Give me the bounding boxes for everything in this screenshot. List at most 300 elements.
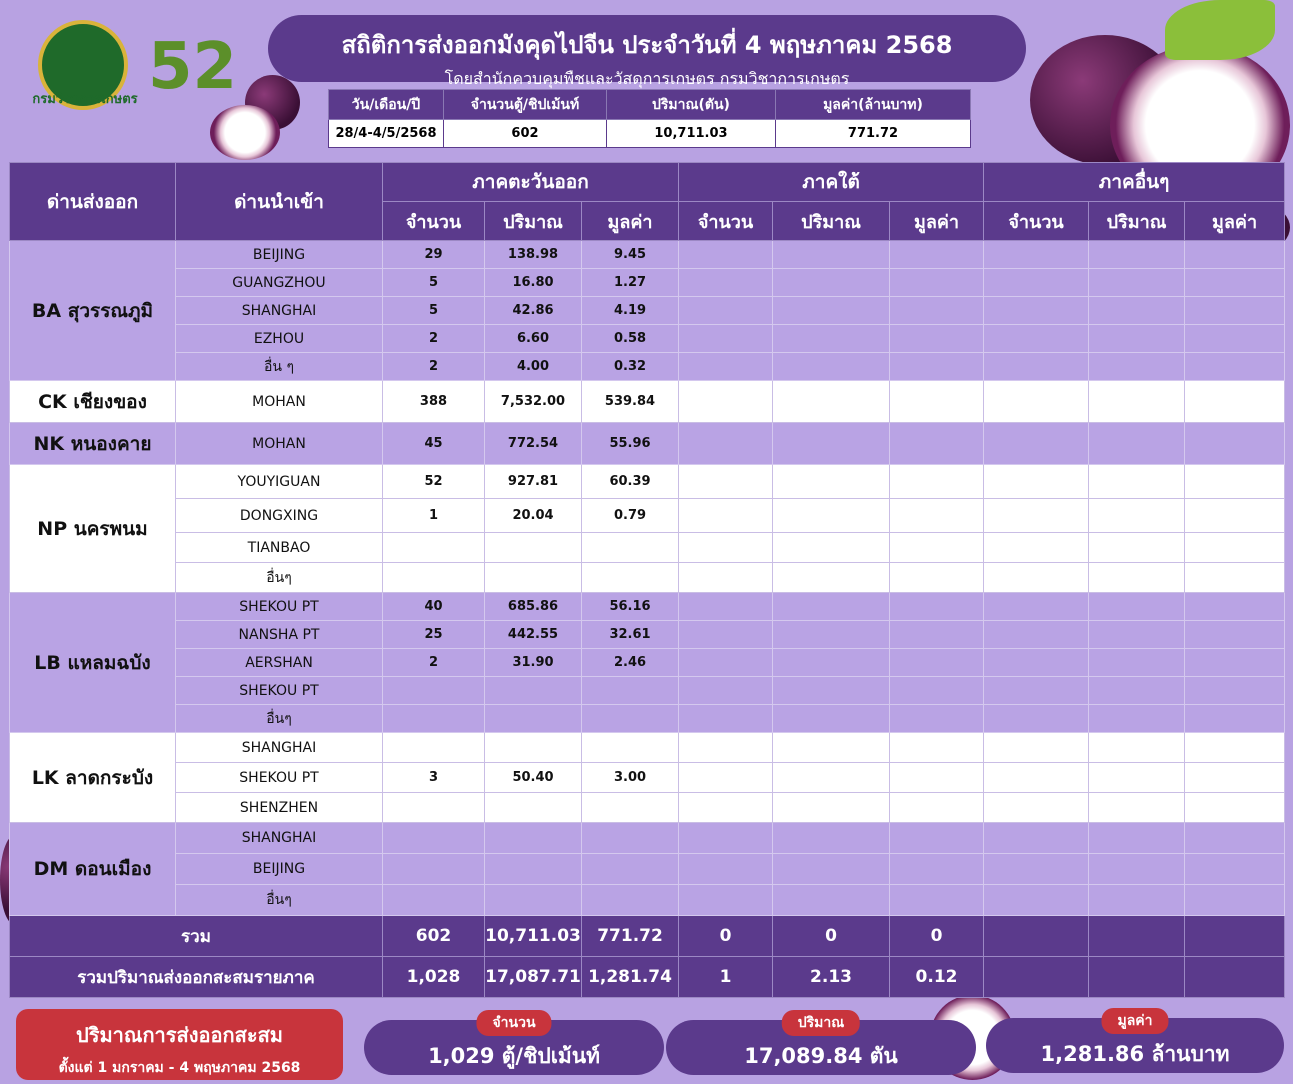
other-count (984, 353, 1089, 381)
cumulative-south-count: 1 (679, 957, 773, 998)
table-row (10, 621, 1285, 649)
other-value (1185, 499, 1285, 533)
south-quantity (773, 621, 890, 649)
subheader-quantity: ปริมาณ (773, 202, 890, 241)
other-quantity (1089, 733, 1185, 763)
other-quantity (1089, 763, 1185, 793)
other-value (1185, 297, 1285, 325)
east-quantity: 20.04 (485, 499, 582, 533)
cumulative-other-quantity (1089, 957, 1185, 998)
import-port-name: อื่นๆ (176, 885, 383, 916)
east-value: 539.84 (582, 381, 679, 423)
south-quantity (773, 465, 890, 499)
east-count: 40 (383, 593, 485, 621)
east-quantity (485, 823, 582, 854)
other-quantity (1089, 705, 1185, 733)
other-value (1185, 677, 1285, 705)
page-subtitle: โดยสำนักควบคุมพืชและวัสดุการเกษตร กรมวิชาการเกษตร (444, 69, 850, 88)
total-south-value: 0 (890, 916, 984, 957)
table-row (10, 854, 1285, 885)
east-quantity: 50.40 (485, 763, 582, 793)
import-port-name: SHANGHAI (176, 297, 383, 325)
other-quantity (1089, 854, 1185, 885)
table-row (10, 423, 1285, 465)
summary-header-containers: จำนวนตู้/ชิปเม้นท์ (444, 90, 607, 120)
east-value: 2.46 (582, 649, 679, 677)
other-count (984, 533, 1089, 563)
summary-header-quantity: ปริมาณ(ตัน) (607, 90, 776, 120)
header-export-port: ด่านส่งออก (10, 163, 176, 241)
other-count (984, 885, 1089, 916)
east-value (582, 733, 679, 763)
table-row (10, 649, 1285, 677)
east-count: 52 (383, 465, 485, 499)
port-group (10, 465, 1285, 593)
south-quantity (773, 423, 890, 465)
south-quantity (773, 533, 890, 563)
south-value (890, 533, 984, 563)
other-value (1185, 854, 1285, 885)
east-count (383, 823, 485, 854)
east-count (383, 885, 485, 916)
east-count: 2 (383, 325, 485, 353)
cumulative-east-value: 1,281.74 (582, 957, 679, 998)
other-value (1185, 353, 1285, 381)
total-other-quantity (1089, 916, 1185, 957)
other-value (1185, 649, 1285, 677)
south-value (890, 677, 984, 705)
other-count (984, 621, 1089, 649)
other-value (1185, 325, 1285, 353)
pill-tag: จำนวน (476, 1010, 551, 1036)
east-value: 1.27 (582, 269, 679, 297)
other-count (984, 733, 1089, 763)
other-quantity (1089, 423, 1185, 465)
export-port-name: DM ดอนเมือง (10, 823, 176, 916)
south-quantity (773, 297, 890, 325)
cumulative-value-pill (986, 1013, 1284, 1073)
south-count (679, 677, 773, 705)
south-value (890, 621, 984, 649)
other-quantity (1089, 793, 1185, 823)
cumulative-banner (16, 1009, 343, 1080)
other-count (984, 269, 1089, 297)
east-quantity: 4.00 (485, 353, 582, 381)
total-east-quantity: 10,711.03 (485, 916, 582, 957)
cumulative-other-value (1185, 957, 1285, 998)
cumulative-title: ปริมาณการส่งออกสะสม (76, 1023, 283, 1047)
other-quantity (1089, 885, 1185, 916)
south-count (679, 885, 773, 916)
east-value (582, 793, 679, 823)
east-quantity: 772.54 (485, 423, 582, 465)
east-quantity (485, 533, 582, 563)
south-value (890, 465, 984, 499)
east-quantity (485, 705, 582, 733)
south-quantity (773, 854, 890, 885)
port-group (10, 823, 1285, 916)
south-quantity (773, 241, 890, 269)
south-value (890, 854, 984, 885)
east-quantity (485, 733, 582, 763)
south-count (679, 793, 773, 823)
pill-value: 1,281.86 ล้านบาท (1040, 1042, 1230, 1066)
east-value (582, 563, 679, 593)
south-quantity (773, 269, 890, 297)
south-count (679, 533, 773, 563)
south-count (679, 763, 773, 793)
other-quantity (1089, 563, 1185, 593)
other-value (1185, 269, 1285, 297)
south-count (679, 733, 773, 763)
other-quantity (1089, 381, 1185, 423)
import-port-name: GUANGZHOU (176, 269, 383, 297)
cumulative-range: ตั้งแต่ 1 มกราคม - 4 พฤษภาคม 2568 (58, 1060, 301, 1076)
port-group (10, 423, 1285, 465)
header-region-south: ภาคใต้ (679, 163, 984, 202)
south-quantity (773, 733, 890, 763)
port-group (10, 593, 1285, 733)
east-value: 55.96 (582, 423, 679, 465)
east-count (383, 705, 485, 733)
other-value (1185, 763, 1285, 793)
other-quantity (1089, 823, 1185, 854)
other-quantity (1089, 649, 1185, 677)
other-value (1185, 793, 1285, 823)
south-value (890, 649, 984, 677)
import-port-name: SHEKOU PT (176, 677, 383, 705)
east-value (582, 823, 679, 854)
south-value (890, 733, 984, 763)
table-row (10, 563, 1285, 593)
east-quantity: 442.55 (485, 621, 582, 649)
east-value (582, 533, 679, 563)
east-count: 5 (383, 297, 485, 325)
other-count (984, 423, 1089, 465)
table-row (10, 269, 1285, 297)
east-quantity (485, 854, 582, 885)
table-row (10, 499, 1285, 533)
south-value (890, 269, 984, 297)
export-port-name: LB แหลมฉบัง (10, 593, 176, 733)
subheader-count: จำนวน (383, 202, 485, 241)
east-count: 388 (383, 381, 485, 423)
import-port-name: TIANBAO (176, 533, 383, 563)
cumulative-east-quantity: 17,087.71 (485, 957, 582, 998)
other-value (1185, 423, 1285, 465)
pill-tag: ปริมาณ (782, 1010, 860, 1036)
south-quantity (773, 677, 890, 705)
east-quantity: 42.86 (485, 297, 582, 325)
table-row (10, 763, 1285, 793)
east-value: 4.19 (582, 297, 679, 325)
other-count (984, 563, 1089, 593)
other-value (1185, 885, 1285, 916)
export-port-name: LK ลาดกระบัง (10, 733, 176, 823)
cumulative-row (10, 957, 1285, 998)
south-quantity (773, 823, 890, 854)
east-count (383, 733, 485, 763)
header-import-port: ด่านนำเข้า (176, 163, 383, 241)
east-value (582, 705, 679, 733)
other-count (984, 705, 1089, 733)
cumulative-count-pill (364, 1015, 664, 1075)
other-quantity (1089, 593, 1185, 621)
south-count (679, 854, 773, 885)
import-port-name: MOHAN (176, 381, 383, 423)
south-quantity (773, 885, 890, 916)
summary-header-date: วัน/เดือน/ปี (329, 90, 444, 120)
east-value: 0.32 (582, 353, 679, 381)
other-value (1185, 823, 1285, 854)
east-count: 3 (383, 763, 485, 793)
east-count (383, 677, 485, 705)
table-row (10, 325, 1285, 353)
import-port-name: อื่น ๆ (176, 353, 383, 381)
east-quantity (485, 677, 582, 705)
summary-date: 28/4-4/5/2568 (329, 120, 444, 148)
east-value: 0.79 (582, 499, 679, 533)
east-count: 2 (383, 353, 485, 381)
south-count (679, 621, 773, 649)
south-value (890, 823, 984, 854)
subheader-count: จำนวน (679, 202, 773, 241)
south-count (679, 269, 773, 297)
east-count: 45 (383, 423, 485, 465)
summary-containers: 602 (444, 120, 607, 148)
import-port-name: NANSHA PT (176, 621, 383, 649)
east-quantity (485, 793, 582, 823)
other-count (984, 823, 1089, 854)
other-count (984, 381, 1089, 423)
table-row (10, 353, 1285, 381)
south-value (890, 593, 984, 621)
south-quantity (773, 353, 890, 381)
table-row (10, 241, 1285, 269)
other-quantity (1089, 241, 1185, 269)
pill-tag: มูลค่า (1101, 1008, 1168, 1034)
header-region-other: ภาคอื่นๆ (984, 163, 1285, 202)
east-value: 32.61 (582, 621, 679, 649)
cumulative-label: รวมปริมาณส่งออกสะสมรายภาค (10, 957, 383, 998)
other-value (1185, 465, 1285, 499)
table-row (10, 297, 1285, 325)
table-row (10, 465, 1285, 499)
south-value (890, 353, 984, 381)
header-region-east: ภาคตะวันออก (383, 163, 679, 202)
south-value (890, 297, 984, 325)
east-count (383, 854, 485, 885)
other-quantity (1089, 325, 1185, 353)
east-quantity: 6.60 (485, 325, 582, 353)
subheader-count: จำนวน (984, 202, 1089, 241)
east-count: 1 (383, 499, 485, 533)
other-count (984, 241, 1089, 269)
other-count (984, 499, 1089, 533)
table-row (10, 733, 1285, 763)
south-quantity (773, 325, 890, 353)
total-other-count (984, 916, 1089, 957)
import-port-name: SHEKOU PT (176, 593, 383, 621)
import-port-name: YOUYIGUAN (176, 465, 383, 499)
table-row (10, 381, 1285, 423)
other-value (1185, 593, 1285, 621)
other-quantity (1089, 677, 1185, 705)
east-quantity: 138.98 (485, 241, 582, 269)
other-count (984, 793, 1089, 823)
leaf-decoration (1165, 0, 1275, 60)
other-quantity (1089, 499, 1185, 533)
south-count (679, 499, 773, 533)
import-port-name: SHANGHAI (176, 733, 383, 763)
south-count (679, 563, 773, 593)
south-quantity (773, 763, 890, 793)
export-port-name: CK เชียงของ (10, 381, 176, 423)
other-count (984, 325, 1089, 353)
south-quantity (773, 649, 890, 677)
south-quantity (773, 793, 890, 823)
other-count (984, 649, 1089, 677)
table-row (10, 885, 1285, 916)
south-value (890, 885, 984, 916)
anniversary-logo: 52 (148, 30, 238, 104)
other-quantity (1089, 269, 1185, 297)
other-quantity (1089, 297, 1185, 325)
east-quantity: 31.90 (485, 649, 582, 677)
south-count (679, 465, 773, 499)
total-row (10, 916, 1285, 957)
south-count (679, 649, 773, 677)
east-quantity: 16.80 (485, 269, 582, 297)
port-group (10, 381, 1285, 423)
other-count (984, 854, 1089, 885)
table-row (10, 593, 1285, 621)
title-banner (268, 15, 1026, 88)
south-count (679, 325, 773, 353)
summary-value: 771.72 (776, 120, 971, 148)
table-row (10, 705, 1285, 733)
summary-table (328, 89, 971, 148)
table-row (10, 677, 1285, 705)
total-other-value (1185, 916, 1285, 957)
department-logo-caption: กรมวิชาการเกษตร (32, 92, 138, 107)
south-quantity (773, 499, 890, 533)
import-port-name: DONGXING (176, 499, 383, 533)
other-count (984, 465, 1089, 499)
other-count (984, 763, 1089, 793)
south-value (890, 325, 984, 353)
export-port-name: NK หนองคาย (10, 423, 176, 465)
cumulative-other-count (984, 957, 1089, 998)
south-quantity (773, 563, 890, 593)
other-count (984, 677, 1089, 705)
export-port-name: NP นครพนม (10, 465, 176, 593)
export-table (9, 162, 1285, 998)
other-count (984, 297, 1089, 325)
import-port-name: SHENZHEN (176, 793, 383, 823)
total-east-count: 602 (383, 916, 485, 957)
summary-header-value: มูลค่า(ล้านบาท) (776, 90, 971, 120)
subheader-quantity: ปริมาณ (485, 202, 582, 241)
import-port-name: อื่นๆ (176, 563, 383, 593)
south-value (890, 793, 984, 823)
total-label: รวม (10, 916, 383, 957)
other-value (1185, 733, 1285, 763)
other-quantity (1089, 465, 1185, 499)
table-row (10, 533, 1285, 563)
south-count (679, 593, 773, 621)
south-value (890, 563, 984, 593)
other-value (1185, 241, 1285, 269)
south-value (890, 423, 984, 465)
pill-value: 17,089.84 ตัน (744, 1044, 898, 1068)
east-quantity (485, 885, 582, 916)
page-title: สถิติการส่งออกมังคุดไปจีน ประจำวันที่ 4 พฤษภาคม 2568 (341, 31, 953, 59)
east-count: 25 (383, 621, 485, 649)
east-quantity: 685.86 (485, 593, 582, 621)
import-port-name: EZHOU (176, 325, 383, 353)
other-value (1185, 533, 1285, 563)
subheader-quantity: ปริมาณ (1089, 202, 1185, 241)
subheader-value: มูลค่า (582, 202, 679, 241)
other-value (1185, 705, 1285, 733)
import-port-name: SHEKOU PT (176, 763, 383, 793)
east-count (383, 533, 485, 563)
east-count: 5 (383, 269, 485, 297)
south-value (890, 381, 984, 423)
south-count (679, 241, 773, 269)
table-row (10, 793, 1285, 823)
other-quantity (1089, 533, 1185, 563)
east-quantity: 927.81 (485, 465, 582, 499)
cumulative-south-value: 0.12 (890, 957, 984, 998)
south-quantity (773, 705, 890, 733)
east-value: 0.58 (582, 325, 679, 353)
east-count: 2 (383, 649, 485, 677)
import-port-name: MOHAN (176, 423, 383, 465)
east-value: 9.45 (582, 241, 679, 269)
south-value (890, 499, 984, 533)
south-count (679, 423, 773, 465)
port-group (10, 241, 1285, 381)
east-value (582, 677, 679, 705)
east-count (383, 793, 485, 823)
other-count (984, 593, 1089, 621)
mangosteen-open-image (210, 105, 280, 160)
east-count (383, 563, 485, 593)
cumulative-south-quantity: 2.13 (773, 957, 890, 998)
import-port-name: AERSHAN (176, 649, 383, 677)
south-quantity (773, 381, 890, 423)
subheader-value: มูลค่า (890, 202, 984, 241)
export-port-name: BA สุวรรณภูมิ (10, 241, 176, 381)
east-value (582, 885, 679, 916)
import-port-name: BEIJING (176, 854, 383, 885)
east-quantity: 7,532.00 (485, 381, 582, 423)
cumulative-east-count: 1,028 (383, 957, 485, 998)
summary-quantity: 10,711.03 (607, 120, 776, 148)
other-quantity (1089, 353, 1185, 381)
south-count (679, 381, 773, 423)
east-value (582, 854, 679, 885)
import-port-name: อื่นๆ (176, 705, 383, 733)
south-count (679, 705, 773, 733)
cumulative-quantity-pill (666, 1015, 976, 1075)
pill-value: 1,029 ตู้/ชิปเม้นท์ (428, 1044, 600, 1068)
table-row (10, 823, 1285, 854)
south-count (679, 353, 773, 381)
total-south-quantity: 0 (773, 916, 890, 957)
